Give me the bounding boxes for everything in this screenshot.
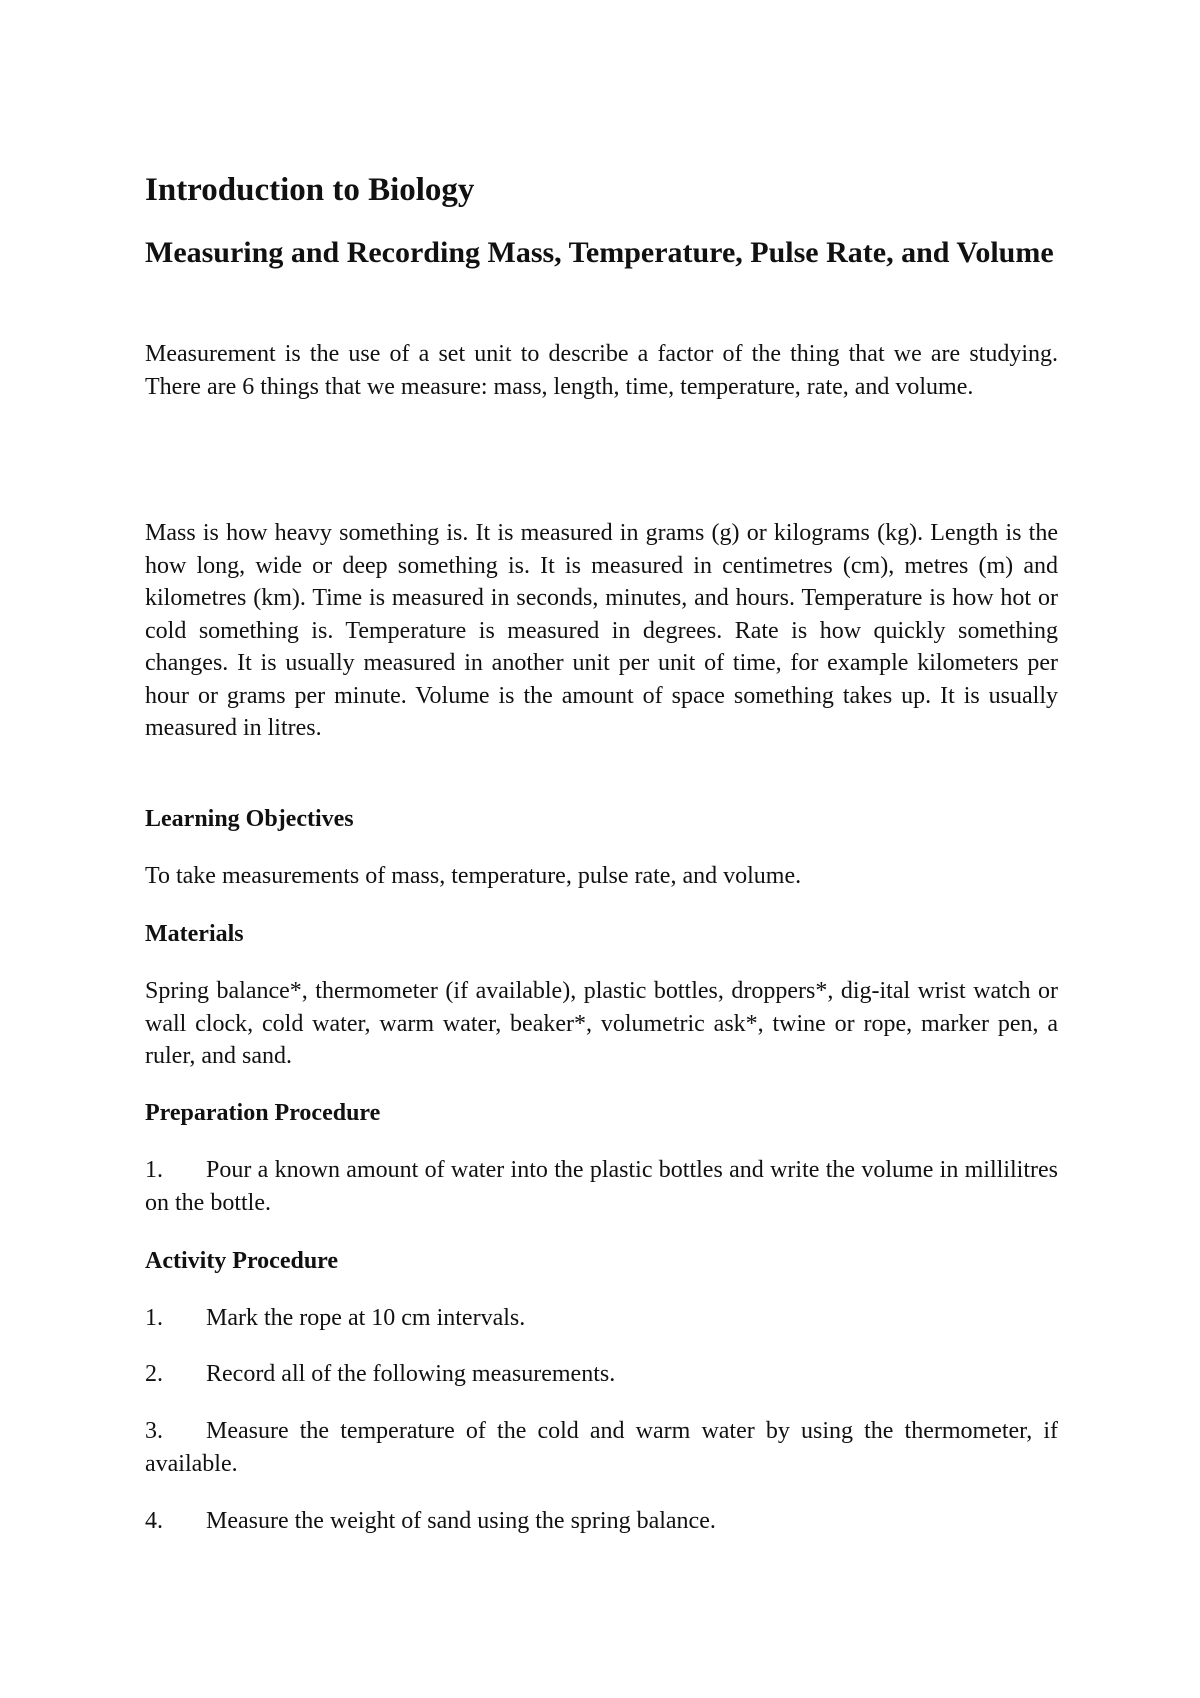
step-number: 1. (145, 1305, 163, 1331)
step-number: 4. (145, 1508, 163, 1534)
definitions-paragraph: Mass is how heavy something is. It is measured in grams (g) or kilograms (kg). Length is the how long, wide or deep something is. It is measured in centimetres (cm), metres (m) and kilometres (km). Time is measured in seconds, minutes, and hours. Temperature is how hot or cold something is. Temperature is measured in degrees. Rate is how quickly something changes. It is usually measured in another unit per unit of time, for example kilometers per hour or grams per minute. Volume is the amount of space something takes up. It is usually measured in litres. (145, 520, 1058, 741)
step-number: 2. (145, 1361, 163, 1387)
preparation-heading: Preparation Procedure (145, 1100, 381, 1126)
step-text: Record all of the following measurements. (206, 1361, 616, 1387)
page-title: Introduction to Biology (145, 172, 475, 208)
learning-objectives-text: To take measurements of mass, temperature, pulse rate, and volume. (145, 863, 802, 889)
step-text: Pour a known amount of water into the plastic bottles and write the volume in millilitres on the bottle. (145, 1157, 1058, 1216)
page-subtitle: Measuring and Recording Mass, Temperature, Pulse Rate, and Volume (145, 236, 1054, 269)
learning-objectives-heading: Learning Objectives (145, 806, 354, 832)
materials-heading: Materials (145, 921, 244, 947)
intro-paragraph: Measurement is the use of a set unit to describe a factor of the thing that we are studying. There are 6 things that we measure: mass, length, time, temperature, rate, and volume. (145, 341, 1058, 400)
activity-step (145, 1505, 1058, 1538)
preparation-step (145, 1154, 1058, 1219)
activity-heading: Activity Procedure (145, 1248, 339, 1274)
step-text: Measure the temperature of the cold and warm water by using the thermometer, if available. (145, 1418, 1058, 1477)
step-number: 1. (145, 1157, 163, 1183)
materials-text: Spring balance*, thermometer (if available), plastic bottles, droppers*, dig-ital wrist watch or wall clock, cold water, warm water, beaker*, volumetric ask*, twine or rope, marker pen, a ruler, and sand. (145, 978, 1058, 1069)
step-text: Mark the rope at 10 cm intervals. (206, 1305, 526, 1331)
activity-step (145, 1415, 1058, 1480)
activity-step (145, 1358, 1058, 1391)
activity-step (145, 1302, 1058, 1335)
step-number: 3. (145, 1418, 163, 1444)
step-text: Measure the weight of sand using the spring balance. (206, 1508, 716, 1534)
